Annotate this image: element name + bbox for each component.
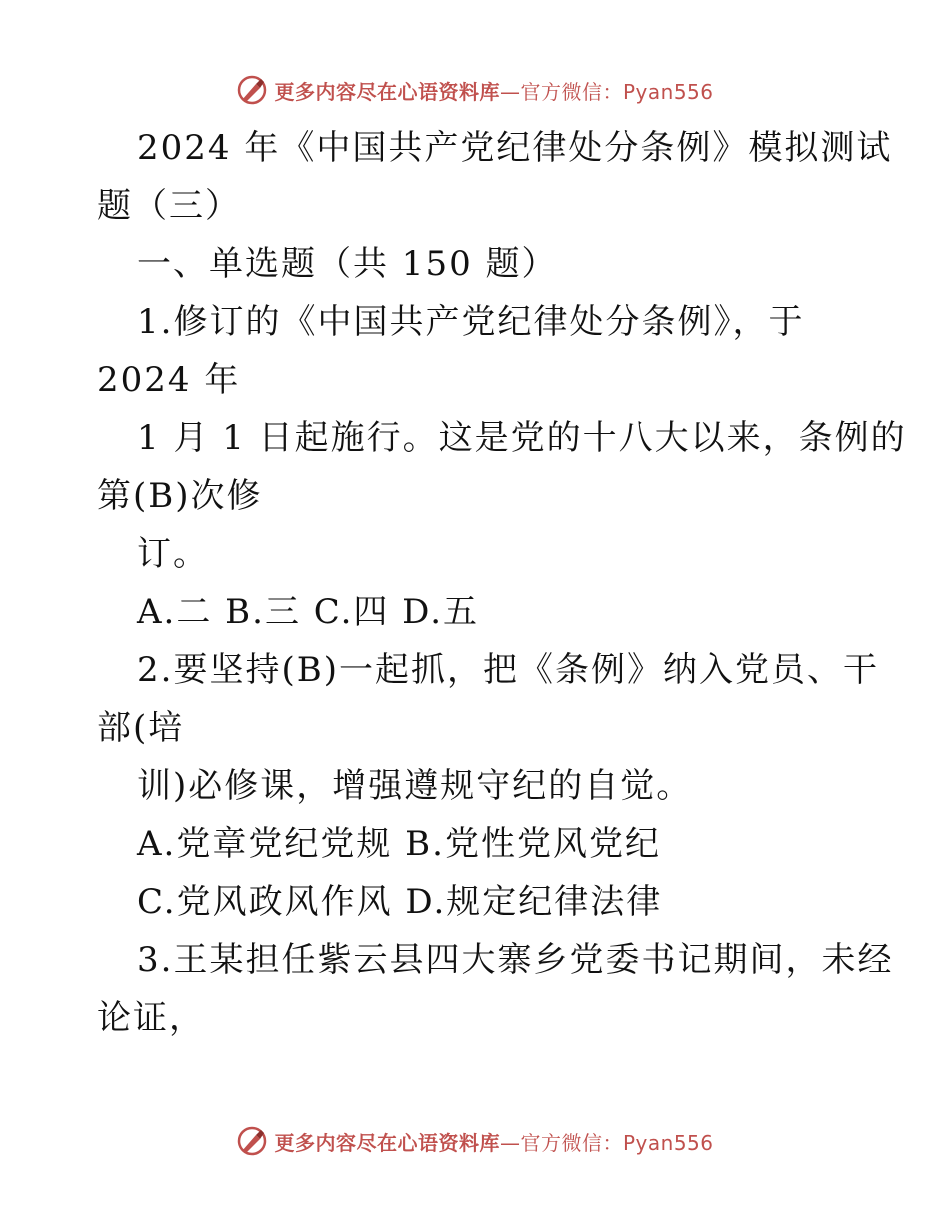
question-1-options: A.二 B.三 C.四 D.五 xyxy=(137,592,480,632)
question-3-line-2: 论证， xyxy=(97,998,205,1038)
banner-wechat-label: 官方微信： xyxy=(520,79,623,104)
title-line-2: 题（三） xyxy=(97,186,241,226)
question-2-line-3: 训)必修课，增强遵规守纪的自觉。 xyxy=(137,766,693,806)
banner-wechat-id: Pyan556 xyxy=(622,1130,714,1155)
question-1-line-5: 订。 xyxy=(137,534,209,574)
question-1-line-4: 第(B)次修 xyxy=(97,476,263,516)
pen-circle-logo-icon xyxy=(236,74,268,106)
question-1-line-1: 1.修订的《中国共产党纪律处分条例》，于 xyxy=(137,302,805,342)
question-3-line-1: 3.王某担任紫云县四大寨乡党委书记期间，未经 xyxy=(137,940,894,980)
question-2-line-1: 2.要坚持(B)一起抓，把《条例》纳入党员、干 xyxy=(137,650,879,690)
header-watermark-banner xyxy=(0,70,950,110)
banner-wechat-id: Pyan556 xyxy=(622,79,714,104)
banner-text xyxy=(274,1127,713,1156)
section-heading: 一、单选题（共 150 题） xyxy=(137,244,558,284)
question-2-options-ab: A.党章党纪党规 B.党性党风党纪 xyxy=(137,824,661,864)
banner-main-text: 更多内容尽在心语资料库 xyxy=(274,1130,500,1155)
banner-separator: — xyxy=(499,79,521,104)
question-1-line-2: 2024 年 xyxy=(97,360,241,400)
question-1-line-3: 1 月 1 日起施行。这是党的十八大以来，条例的 xyxy=(137,418,907,458)
banner-text xyxy=(274,76,713,105)
banner-wechat-label: 官方微信： xyxy=(520,1130,623,1155)
question-2-line-2: 部(培 xyxy=(97,708,185,748)
banner-main-text: 更多内容尽在心语资料库 xyxy=(274,79,500,104)
banner-separator: — xyxy=(499,1130,521,1155)
pen-circle-logo-icon xyxy=(236,1125,268,1157)
title-line-1: 2024 年《中国共产党纪律处分条例》模拟测试 xyxy=(137,128,893,168)
footer-watermark-banner xyxy=(0,1121,950,1161)
question-2-options-cd: C.党风政风作风 D.规定纪律法律 xyxy=(137,882,663,922)
